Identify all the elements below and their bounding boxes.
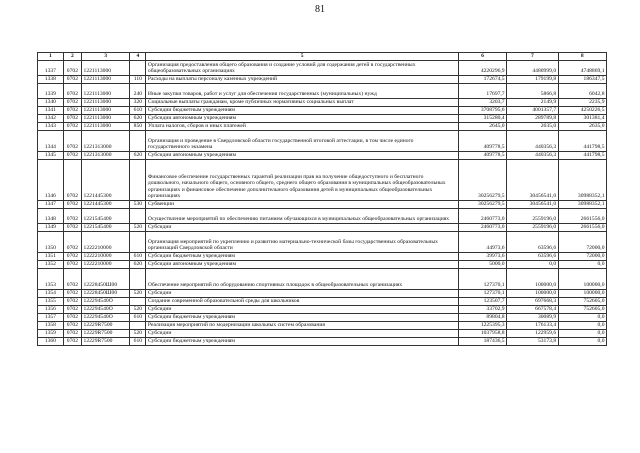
column-header: 8	[558, 53, 606, 61]
amount-year3-cell: 4250226,5	[558, 107, 606, 115]
amount-year1-cell: 33702,9	[458, 306, 506, 314]
column-header: 2	[63, 53, 81, 61]
amount-year3-cell: 2661556,0	[558, 209, 606, 224]
target-article-cell: 1221545400	[82, 209, 130, 224]
item-name-cell: Создание современной образовательной среды для школьников	[146, 298, 458, 306]
amount-year1-cell: 123507,7	[458, 298, 506, 306]
expense-type-cell	[130, 160, 146, 201]
column-header: 7	[507, 53, 559, 61]
amount-year3-cell: 0,0	[558, 338, 606, 346]
amount-year1-cell: 3708795,6	[458, 107, 506, 115]
target-article-cell: 1221113000	[82, 123, 130, 131]
expense-type-cell: 240	[130, 84, 146, 99]
target-article-cell: 1221545400	[82, 224, 130, 232]
item-name-cell: Расходы на выплаты персоналу казенных учреждений	[146, 76, 458, 84]
amount-year1-cell: 30256279,5	[458, 160, 506, 201]
expense-type-cell	[130, 232, 146, 253]
row-number-cell: 1360	[38, 338, 64, 346]
amount-year3-cell: 441798,5	[558, 131, 606, 152]
amount-year1-cell: 17697,7	[458, 84, 506, 99]
item-name-cell: Субсидии	[146, 290, 458, 298]
amount-year2-cell: 2559196,0	[507, 209, 559, 224]
row-number-cell: 1337	[38, 61, 64, 76]
target-article-cell: 1222210000	[82, 261, 130, 269]
item-name-cell: Субсидии бюджетным учреждениям	[146, 253, 458, 261]
target-article-cell: 122294540О	[82, 306, 130, 314]
table-row	[38, 338, 607, 346]
expense-type-cell: 610	[130, 253, 146, 261]
amount-year3-cell: 30988352,1	[558, 201, 606, 209]
row-number-cell: 1354	[38, 290, 64, 298]
amount-year1-cell: 2645,0	[458, 123, 506, 131]
item-name-cell: Субсидии бюджетным учреждениям	[146, 107, 458, 115]
amount-year1-cell: 30256279,5	[458, 201, 506, 209]
item-name-cell: Реализация мероприятий по модернизации школьных систем образования	[146, 322, 458, 330]
amount-year2-cell: 5866,8	[507, 84, 559, 99]
target-article-cell: 1221113000	[82, 99, 130, 107]
page-number: 81	[315, 4, 325, 15]
row-number-cell: 1349	[38, 224, 64, 232]
table-row	[38, 152, 607, 160]
target-article-cell: 1221113000	[82, 115, 130, 123]
section-code-cell: 0702	[63, 232, 81, 253]
row-number-cell: 1345	[38, 152, 64, 160]
section-code-cell: 0702	[63, 131, 81, 152]
amount-year3-cell: 2635,0	[558, 123, 606, 131]
amount-year2-cell: 4001357,7	[507, 107, 559, 115]
row-number-cell: 1348	[38, 209, 64, 224]
amount-year2-cell: 63596,6	[507, 253, 559, 261]
table-row	[38, 261, 607, 269]
row-number-cell: 1352	[38, 261, 64, 269]
row-number-cell: 1338	[38, 76, 64, 84]
amount-year3-cell: 72000,0	[558, 232, 606, 253]
target-article-cell: 122294540О	[82, 314, 130, 322]
expense-type-cell: 610	[130, 314, 146, 322]
target-article-cell: 1221113000	[82, 107, 130, 115]
expense-type-cell: 520	[130, 306, 146, 314]
amount-year3-cell: 0,0	[558, 314, 606, 322]
amount-year1-cell: 44973,6	[458, 232, 506, 253]
amount-year3-cell: 0,0	[558, 322, 606, 330]
item-name-cell: Осуществление мероприятий по обеспечению питанием обучающихся в муниципальных общеобразовательных организациях	[146, 209, 458, 224]
table-body	[38, 61, 607, 346]
row-number-cell: 1342	[38, 115, 64, 123]
table-header-row	[38, 53, 607, 61]
section-code-cell: 0702	[63, 115, 81, 123]
table-row	[38, 224, 607, 232]
item-name-cell: Организация и проведение в Свердловской области государственной итоговой аттестации, в том числе единого государственного экзамена	[146, 131, 458, 152]
amount-year1-cell: 5000,0	[458, 261, 506, 269]
amount-year2-cell: 30456541,0	[507, 160, 559, 201]
amount-year1-cell: 3203,7	[458, 99, 506, 107]
column-header: 4	[130, 53, 146, 61]
amount-year1-cell: 2460773,0	[458, 224, 506, 232]
item-name-cell: Субсидии автономным учреждениям	[146, 115, 458, 123]
item-name-cell: Иные закупки товаров, работ и услуг для обеспечения государственных (муниципальных) нужд	[146, 84, 458, 99]
expense-type-cell: 520	[130, 330, 146, 338]
row-number-cell: 1346	[38, 160, 64, 201]
amount-year2-cell: 53173,8	[507, 338, 559, 346]
amount-year2-cell: 122959,6	[507, 330, 559, 338]
table-row	[38, 76, 607, 84]
expense-type-cell: 620	[130, 152, 146, 160]
expense-type-cell	[130, 269, 146, 290]
target-article-cell: 12229R7500	[82, 322, 130, 330]
section-code-cell: 0702	[63, 338, 81, 346]
table-row	[38, 107, 607, 115]
amount-year2-cell: 63596,6	[507, 232, 559, 253]
amount-year2-cell: 289789,8	[507, 115, 559, 123]
section-code-cell: 0702	[63, 99, 81, 107]
table-row	[38, 306, 607, 314]
section-code-cell: 0702	[63, 61, 81, 76]
row-number-cell: 1347	[38, 201, 64, 209]
amount-year2-cell: 30089,9	[507, 314, 559, 322]
table-row	[38, 131, 607, 152]
row-number-cell: 1358	[38, 322, 64, 330]
row-number-cell: 1353	[38, 269, 64, 290]
table-row	[38, 322, 607, 330]
amount-year2-cell: 2149,9	[507, 99, 559, 107]
target-article-cell: 1222210000	[82, 253, 130, 261]
table-row	[38, 160, 607, 201]
target-article-cell: 12228450Ш00	[82, 290, 130, 298]
row-number-cell: 1350	[38, 232, 64, 253]
section-code-cell: 0702	[63, 330, 81, 338]
target-article-cell: 1221113000	[82, 61, 130, 76]
column-header: 6	[458, 53, 506, 61]
expense-type-cell	[130, 209, 146, 224]
amount-year1-cell: 39973,6	[458, 253, 506, 261]
amount-year1-cell: 1225395,3	[458, 322, 506, 330]
expense-type-cell	[130, 131, 146, 152]
row-number-cell: 1356	[38, 306, 64, 314]
amount-year3-cell: 301381,4	[558, 115, 606, 123]
expense-type-cell: 620	[130, 261, 146, 269]
expense-type-cell: 620	[130, 115, 146, 123]
amount-year1-cell: 409778,5	[458, 152, 506, 160]
target-article-cell: 1221113000	[82, 76, 130, 84]
section-code-cell: 0702	[63, 123, 81, 131]
target-article-cell: 1221445300	[82, 201, 130, 209]
target-article-cell: 1221313000	[82, 152, 130, 160]
amount-year2-cell: 440356,3	[507, 131, 559, 152]
amount-year1-cell: 409778,5	[458, 131, 506, 152]
amount-year3-cell: 100000,0	[558, 290, 606, 298]
amount-year2-cell: 100000,0	[507, 290, 559, 298]
expense-type-cell: 610	[130, 338, 146, 346]
amount-year3-cell: 72000,0	[558, 253, 606, 261]
amount-year2-cell: 100000,0	[507, 269, 559, 290]
row-number-cell: 1355	[38, 298, 64, 306]
item-name-cell: Субсидии	[146, 224, 458, 232]
section-code-cell: 0702	[63, 253, 81, 261]
expense-type-cell	[130, 298, 146, 306]
amount-year3-cell: 30988352,1	[558, 160, 606, 201]
target-article-cell: 1222210000	[82, 232, 130, 253]
row-number-cell: 1344	[38, 131, 64, 152]
target-article-cell: 1221445300	[82, 160, 130, 201]
column-header: 5	[146, 53, 458, 61]
item-name-cell: Организация мероприятий по укреплению и развитию материально-технической базы государственных образовательных организаций Свердловской области	[146, 232, 458, 253]
table-row	[38, 61, 607, 76]
row-number-cell: 1359	[38, 330, 64, 338]
item-name-cell: Организация предоставления общего образования и создание условий для содержания детей в государственных общеобразовательных организациях	[146, 61, 458, 76]
expense-type-cell: 520	[130, 290, 146, 298]
expense-type-cell	[130, 322, 146, 330]
amount-year3-cell: 186347,5	[558, 76, 606, 84]
budget-table	[37, 52, 607, 346]
amount-year2-cell: 2559196,0	[507, 224, 559, 232]
table-row	[38, 269, 607, 290]
amount-year3-cell: 4748869,1	[558, 61, 606, 76]
expense-type-cell: 850	[130, 123, 146, 131]
item-name-cell: Субсидии автономным учреждениям	[146, 261, 458, 269]
expense-type-cell: 320	[130, 99, 146, 107]
table-row	[38, 84, 607, 99]
expense-type-cell: 110	[130, 76, 146, 84]
amount-year3-cell: 2235,9	[558, 99, 606, 107]
expense-type-cell: 610	[130, 107, 146, 115]
row-number-cell: 1339	[38, 84, 64, 99]
amount-year1-cell: 315280,4	[458, 115, 506, 123]
table-row	[38, 232, 607, 253]
section-code-cell: 0702	[63, 306, 81, 314]
amount-year1-cell: 127370,1	[458, 269, 506, 290]
amount-year1-cell: 127370,1	[458, 290, 506, 298]
section-code-cell: 0702	[63, 76, 81, 84]
section-code-cell: 0702	[63, 322, 81, 330]
table-row	[38, 330, 607, 338]
section-code-cell: 0702	[63, 314, 81, 322]
amount-year1-cell: 1037958,8	[458, 330, 506, 338]
amount-year2-cell: 4480999,0	[507, 61, 559, 76]
section-code-cell: 0702	[63, 290, 81, 298]
item-name-cell: Социальные выплаты гражданам, кроме публичных нормативных социальных выплат	[146, 99, 458, 107]
table-row	[38, 290, 607, 298]
amount-year3-cell: 6042,8	[558, 84, 606, 99]
amount-year1-cell: 172674,5	[458, 76, 506, 84]
row-number-cell: 1343	[38, 123, 64, 131]
item-name-cell: Субсидии бюджетным учреждениям	[146, 314, 458, 322]
amount-year1-cell: 89804,8	[458, 314, 506, 322]
target-article-cell: 12229R7500	[82, 330, 130, 338]
amount-year2-cell: 176133,4	[507, 322, 559, 330]
item-name-cell: Субсидии	[146, 306, 458, 314]
table-row	[38, 115, 607, 123]
amount-year3-cell: 0,0	[558, 330, 606, 338]
amount-year3-cell: 441798,5	[558, 152, 606, 160]
section-code-cell: 0702	[63, 269, 81, 290]
table-row	[38, 99, 607, 107]
table-row	[38, 209, 607, 224]
section-code-cell: 0702	[63, 224, 81, 232]
item-name-cell: Финансовое обеспечение государственных гарантий реализации прав на получение общедоступного и бесплатного дошкольного, начального общего, основного общего, среднего общего образования в муниципальных общеобразовательных организациях и финансовое обеспечение дополнительного образования детей в муниципальных общеобразовательных организациях	[146, 160, 458, 201]
target-article-cell: 12229R7500	[82, 338, 130, 346]
amount-year1-cell: 187436,5	[458, 338, 506, 346]
expense-type-cell	[130, 61, 146, 76]
item-name-cell: Субвенции	[146, 201, 458, 209]
column-header: 1	[38, 53, 64, 61]
expense-type-cell: 520	[130, 224, 146, 232]
expense-type-cell: 530	[130, 201, 146, 209]
amount-year2-cell: 30456541,0	[507, 201, 559, 209]
amount-year1-cell: 2460773,0	[458, 209, 506, 224]
target-article-cell: 1221113000	[82, 84, 130, 99]
amount-year2-cell: 2635,0	[507, 123, 559, 131]
amount-year3-cell: 2661556,0	[558, 224, 606, 232]
amount-year2-cell: 440356,3	[507, 152, 559, 160]
section-code-cell: 0702	[63, 298, 81, 306]
amount-year2-cell: 0,0	[507, 261, 559, 269]
amount-year2-cell: 697668,3	[507, 298, 559, 306]
table-row	[38, 253, 607, 261]
table-row	[38, 123, 607, 131]
target-article-cell: 1221313000	[82, 131, 130, 152]
amount-year3-cell: 100000,0	[558, 269, 606, 290]
row-number-cell: 1341	[38, 107, 64, 115]
target-article-cell: 122294540О	[82, 298, 130, 306]
column-header: 3	[82, 53, 130, 61]
section-code-cell: 0702	[63, 201, 81, 209]
target-article-cell: 12228450Ш00	[82, 269, 130, 290]
row-number-cell: 1340	[38, 99, 64, 107]
row-number-cell: 1351	[38, 253, 64, 261]
amount-year3-cell: 752605,0	[558, 298, 606, 306]
amount-year1-cell: 4220296,9	[458, 61, 506, 76]
table-row	[38, 314, 607, 322]
section-code-cell: 0702	[63, 84, 81, 99]
amount-year2-cell: 667578,4	[507, 306, 559, 314]
table-row	[38, 201, 607, 209]
item-name-cell: Субсидии	[146, 330, 458, 338]
section-code-cell: 0702	[63, 152, 81, 160]
section-code-cell: 0702	[63, 209, 81, 224]
item-name-cell: Субсидии бюджетным учреждениям	[146, 338, 458, 346]
amount-year2-cell: 179199,8	[507, 76, 559, 84]
section-code-cell: 0702	[63, 160, 81, 201]
item-name-cell: Уплата налогов, сборов и иных платежей	[146, 123, 458, 131]
section-code-cell: 0702	[63, 107, 81, 115]
item-name-cell: Обеспечение мероприятий по оборудованию спортивных площадок в общеобразовательных организациях	[146, 269, 458, 290]
amount-year3-cell: 752605,0	[558, 306, 606, 314]
table-row	[38, 298, 607, 306]
amount-year3-cell: 0,0	[558, 261, 606, 269]
row-number-cell: 1357	[38, 314, 64, 322]
section-code-cell: 0702	[63, 261, 81, 269]
item-name-cell: Субсидии автономным учреждениям	[146, 152, 458, 160]
